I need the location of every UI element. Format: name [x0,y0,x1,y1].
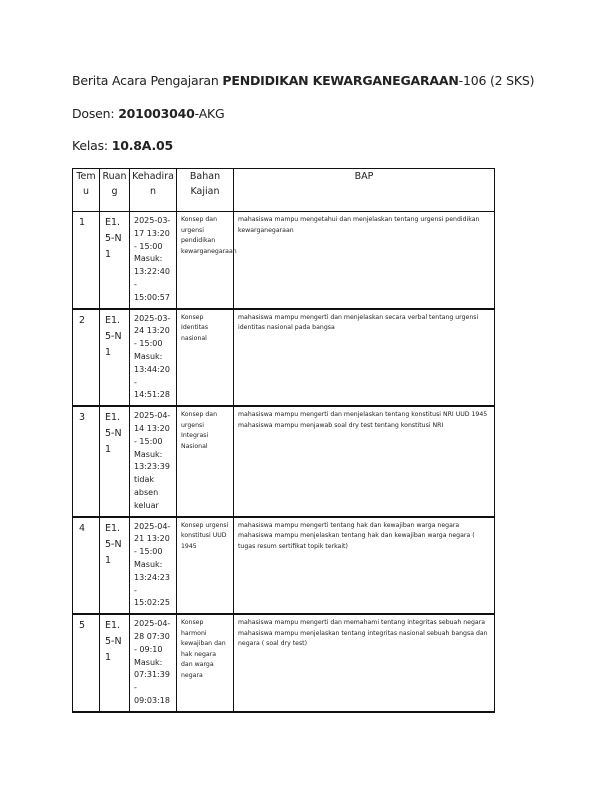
ruang-cell [100,212,130,309]
course-name: PENDIDIKAN KEWARGANEGARAAN [222,73,459,88]
kelas-label: Kelas: [72,138,112,153]
bahan-kajian-cell: Konsep urgensi konstitusi UUD 1945 [177,517,234,615]
table-row [73,517,495,615]
table-row [73,614,495,712]
column-header-label: BAP [354,171,374,182]
column-header-kehadiran [130,169,177,212]
column-header-label: Kehadiran [132,171,174,197]
kehadiran-cell: 2025-04-14 13:20 - 15:00 Masuk: 13:23:39 tidak absen keluar [130,406,177,516]
ruang-cell [100,406,130,516]
dosen-suffix: -AKG [194,106,225,121]
table-header-row [73,169,495,212]
dosen-id: 201003040 [118,106,195,121]
table-row [73,309,495,407]
document-title [72,73,534,88]
ruang-value: E1.5-N1 [105,522,122,566]
bap-cell: mahasiswa mampu mengetahui dan menjelaskan tentang urgensi pendidikan kewarganegaraan [234,212,495,309]
bahan-kajian-cell: Konsep harmoni kewajiban dan hak negara dan warga negara [177,614,234,712]
kehadiran-cell: 2025-03-17 13:20 - 15:00 Masuk: 13:22:40 - 15:00:57 [130,212,177,309]
kehadiran-cell: 2025-04-21 13:20 - 15:00 Masuk: 13:24:23 - 15:02:25 [130,517,177,615]
column-header-label: Temu [76,171,96,197]
column-header-bahan-kajian [177,169,234,212]
bap-cell: mahasiswa mampu mengerti dan memahami tentang integritas sebuah negara mahasiswa mampu menjelaskan tentang integritas nasional sebuah bangsa dan negara ( soal dry test) [234,614,495,712]
bap-cell: mahasiswa mampu mengerti tentang hak dan kewajiban warga negara mahasiswa mampu menjelaskan tentang hak dan kewajiban warga negara ( tugas resum sertifikat topik terkait) [234,517,495,615]
ruang-cell [100,517,130,615]
bap-cell: mahasiswa mampu mengerti dan menjelaskan secara verbal tentang urgensi identitas nasional pada bangsa [234,309,495,407]
table-row [73,212,495,309]
bap-cell: mahasiswa mampu mengerti dan menjelaskan tentang konstitusi NRI UUD 1945 mahasiswa mampu menjawab soal dry test tentang konstitusi NRI [234,406,495,516]
temu-cell: 4 [73,517,100,615]
temu-cell: 2 [73,309,100,407]
ruang-value: E1.5-N1 [105,314,122,358]
column-header-temu [73,169,100,212]
table-row [73,406,495,516]
temu-cell: 5 [73,614,100,712]
course-suffix: -106 (2 SKS) [458,73,535,88]
dosen-label: Dosen: [72,106,119,121]
temu-cell: 1 [73,212,100,309]
bahan-kajian-cell: Konsep dan urgensi pendidikan kewarganegaraan [177,212,234,309]
ruang-value: E1.5-N1 [105,217,122,260]
bahan-kajian-cell: Konsep Identitas nasional [177,309,234,407]
attendance-table [72,168,495,713]
ruang-value: E1.5-N1 [105,620,122,664]
lecturer-line [72,106,225,121]
column-header-label: Ruang [102,171,127,197]
temu-cell: 3 [73,406,100,516]
ruang-cell [100,309,130,407]
kehadiran-cell: 2025-04-28 07:30 - 09:10 Masuk: 07:31:39 - 09:03:18 [130,614,177,712]
column-header-bap [234,169,495,212]
title-prefix: Berita Acara Pengajaran [72,73,223,88]
ruang-cell [100,614,130,712]
kelas-value: 10.8A.05 [111,138,173,153]
kehadiran-cell: 2025-03-24 13:20 - 15:00 Masuk: 13:44:20 - 14:51:28 [130,309,177,407]
column-header-ruang [100,169,130,212]
bahan-kajian-cell: Konsep dan urgensi Integrasi Nasional [177,406,234,516]
class-line [72,138,173,153]
ruang-value: E1.5-N1 [105,412,122,456]
column-header-label: Bahan Kajian [189,171,221,197]
